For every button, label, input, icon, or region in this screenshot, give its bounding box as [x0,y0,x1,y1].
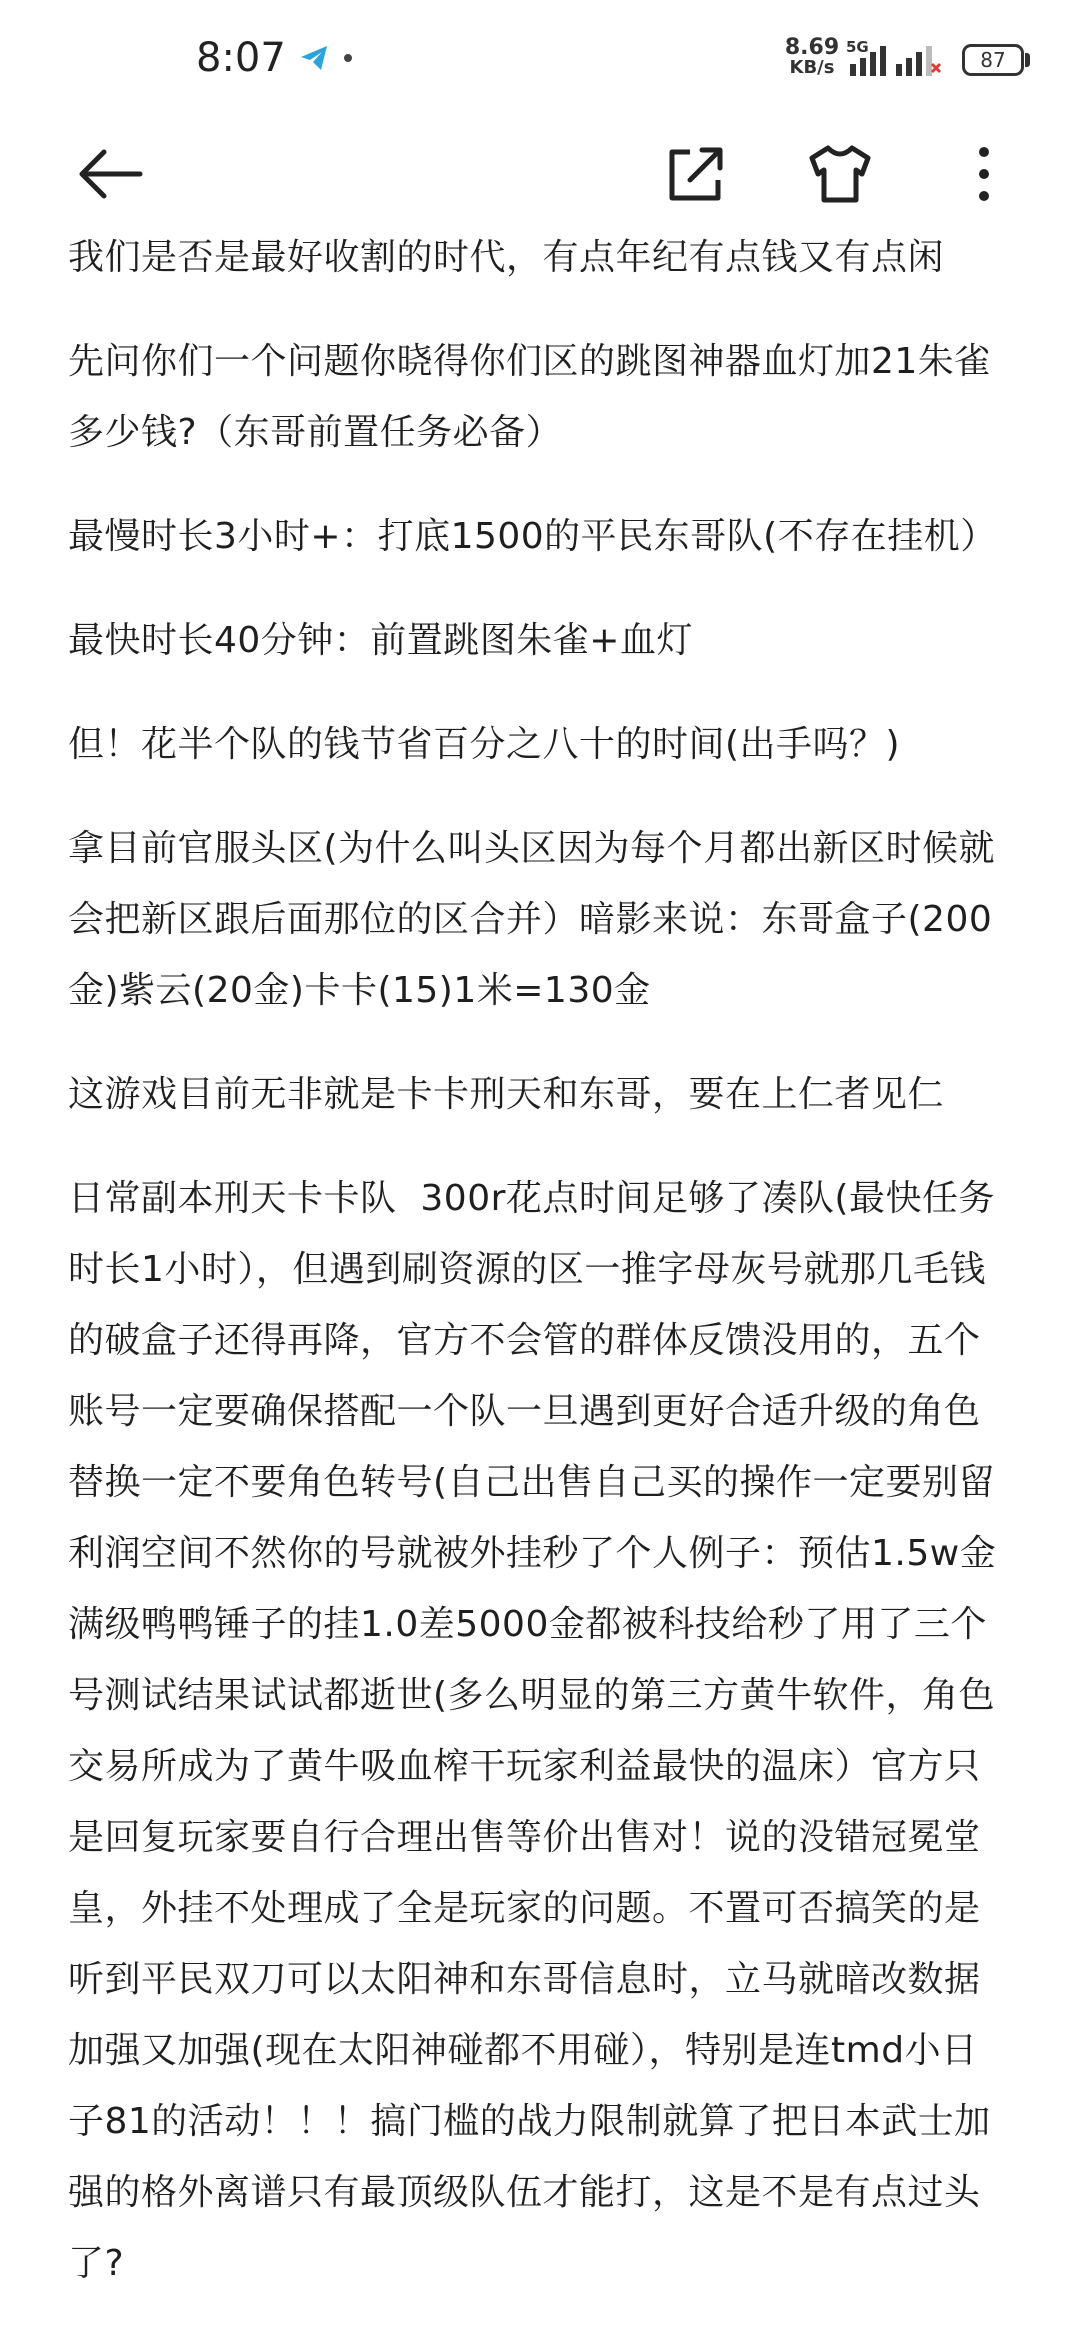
tshirt-icon [800,134,880,214]
status-time: 8:07 [196,35,286,81]
network-speed [784,35,840,78]
article-paragraph: 我们是否是最好收割的时代，有点年纪有点钱又有点闲 [68,237,945,278]
top-toolbar [0,110,1080,230]
battery-indicator [962,44,1024,76]
notification-dot-icon [344,54,352,62]
signal-strength-icon [846,38,956,78]
article-paragraph: 最快时长40分钟：前置跳图朱雀+血灯 [68,620,693,661]
skin-button[interactable] [800,134,880,214]
back-button[interactable] [70,134,150,214]
article-paragraph: 但！花半个队的钱节省百分之八十的时间(出手吗？) [68,724,901,765]
battery-tip [1025,53,1030,67]
article-paragraph: 日常副本刑天卡卡队 300r花点时间足够了凑队(最快任务时长1小时），但遇到刷资源的区一推字母灰号就那几毛钱的破盒子还得再降，官方不会管的群体反馈没用的，五个账号一定要确保搭配一个队一旦遇到更好合适升级的角色替换一定不要角色转号(自己出售自己买的操作一定要别留利润空间不然你的号就被外挂秒了个人例子：预估1.5w金满级鸭鸭锤子的挂1.0差5000金都被科技给秒了用了三个号测试结果试试都逝世(多么明显的第三方黄牛软件，角色交易所成为了黄牛吸血榨干玩家利益最快的温床）官方只是回复玩家要自行合理出售等价出售对！说的没错冠冕堂皇，外挂不处理成了全是玩家的问题。不置可否搞笑的是听到平民双刀可以太阳神和东哥信息时，立马就暗改数据加强又加强(现在太阳神碰都不用碰），特别是连tmd小日子81的活动！！！搞门槛的战力限制就算了把日本武士加强的格外离谱只有最顶级队伍才能打，这是不是有点过头了? [68,1178,997,2284]
network-speed-unit: KB/s [789,57,835,78]
article-paragraph: 拿目前官服头区(为什么叫头区因为每个月都出新区时候就会把新区跟后面那位的区合并）暗影来说：东哥盒子(200金)紫云(20金)卡卡(15)1米=130金 [68,828,996,1011]
network-speed-value: 8.69 [784,35,840,60]
telegram-plane-icon [298,42,330,74]
share-external-icon [656,134,736,214]
network-type-label: 5G [846,38,869,56]
share-button[interactable] [656,134,736,214]
article-paragraph: 这游戏目前无非就是卡卡刑天和东哥，要在上仁者见仁 [68,1074,945,1115]
status-bar [0,0,1080,110]
article-paragraph: 最慢时长3小时+：打底1500的平民东哥队(不存在挂机） [68,516,997,557]
article-paragraph: 先问你们一个问题你晓得你们区的跳图神器血灯加21朱雀多少钱?（东哥前置任务必备） [68,341,991,453]
battery-level: 87 [980,48,1006,72]
more-vertical-icon [944,134,1024,214]
more-options-button[interactable] [944,134,1024,214]
article-content [68,222,1012,2340]
arrow-left-icon [70,134,150,214]
